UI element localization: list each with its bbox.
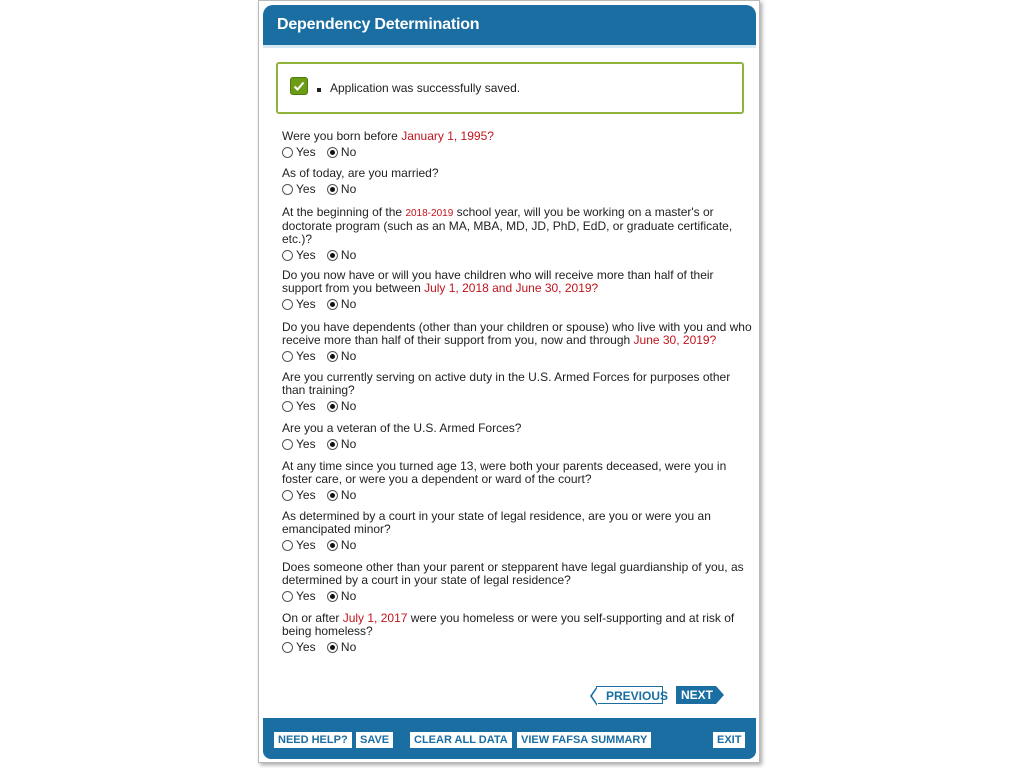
question-children: [282, 269, 752, 312]
option-label: Yes: [296, 248, 316, 262]
question-date-highlight: July 1, 2018 and June 30, 2019?: [424, 281, 599, 295]
bullet-icon: [317, 88, 321, 92]
view-fafsa-summary-button[interactable]: VIEW FAFSA SUMMARY: [517, 732, 651, 748]
question-date-highlight: June 30, 2019?: [633, 333, 717, 347]
radio-yes[interactable]: [282, 299, 293, 310]
radio-yes[interactable]: [282, 401, 293, 412]
radio-no[interactable]: [327, 184, 338, 195]
option-label: No: [340, 538, 357, 552]
radio-yes[interactable]: [282, 591, 293, 602]
option-yes[interactable]: [282, 249, 316, 262]
radio-no[interactable]: [327, 401, 338, 412]
option-no[interactable]: [327, 539, 356, 552]
option-label: No: [340, 640, 357, 654]
option-label: Yes: [296, 589, 316, 603]
question-born-before: [282, 130, 752, 160]
option-label: Yes: [296, 538, 316, 552]
header-divider: [263, 45, 756, 48]
question-veteran: [282, 422, 752, 452]
success-alert: [276, 62, 744, 114]
question-text: [282, 130, 752, 143]
question-text-part: On or after: [282, 611, 343, 625]
question-date-highlight: January 1, 1995?: [401, 129, 494, 143]
question-text-part: Do you have dependents (other than your children or spouse) who live with you and who receive more than half of their support from you, now and through: [282, 320, 752, 347]
question-legal-guardianship: [282, 561, 752, 604]
radio-no[interactable]: [327, 147, 338, 158]
question-text-part: Were you born before: [282, 129, 402, 143]
question-emancipated-minor: [282, 510, 752, 553]
radio-no[interactable]: [327, 351, 338, 362]
option-label: No: [340, 589, 357, 603]
option-label: Yes: [296, 488, 316, 502]
question-dependents: [282, 321, 752, 364]
clear-all-data-button[interactable]: CLEAR ALL DATA: [410, 732, 512, 748]
question-text: [282, 269, 752, 295]
question-text-part: school year, will you be working on a master's or doctorate program (such as an MA, MBA, MD, JD, PhD, EdD, or graduate certificate, etc.)?: [282, 205, 733, 246]
answer-options: [282, 590, 752, 604]
save-button[interactable]: SAVE: [356, 732, 393, 748]
footer-toolbar: [263, 718, 756, 759]
option-yes[interactable]: [282, 489, 316, 502]
radio-yes[interactable]: [282, 250, 293, 261]
checkmark-icon: [290, 77, 308, 95]
option-label: Yes: [296, 399, 316, 413]
dependency-panel: [258, 0, 760, 763]
answer-options: [282, 641, 752, 655]
option-no[interactable]: [327, 146, 356, 159]
option-label: No: [340, 437, 357, 451]
question-text: [282, 612, 752, 638]
question-active-duty: [282, 371, 752, 414]
option-label: No: [340, 145, 357, 159]
need-help-button[interactable]: NEED HELP?: [274, 732, 352, 748]
option-yes[interactable]: [282, 400, 316, 413]
answer-options: [282, 400, 752, 414]
question-text: [282, 206, 752, 246]
question-text: As of today, are you married?: [282, 166, 439, 180]
option-no[interactable]: [327, 298, 356, 311]
radio-no[interactable]: [327, 299, 338, 310]
answer-options: [282, 350, 752, 364]
question-year-highlight: 2018-2019: [405, 208, 454, 219]
previous-button[interactable]: PREVIOUS: [596, 686, 663, 704]
question-text: Does someone other than your parent or stepparent have legal guardianship of you, as determined by a court in your state of legal residence?: [282, 560, 744, 587]
option-label: Yes: [296, 145, 316, 159]
answer-options: [282, 146, 752, 160]
option-no[interactable]: [327, 438, 356, 451]
option-yes[interactable]: [282, 146, 316, 159]
option-no[interactable]: [327, 183, 356, 196]
question-parents-deceased: [282, 460, 752, 503]
radio-yes[interactable]: [282, 642, 293, 653]
option-no[interactable]: [327, 400, 356, 413]
answer-options: [282, 249, 752, 263]
answer-options: [282, 438, 752, 452]
option-no[interactable]: [327, 249, 356, 262]
radio-no[interactable]: [327, 642, 338, 653]
option-label: No: [340, 349, 357, 363]
radio-yes[interactable]: [282, 147, 293, 158]
exit-button[interactable]: EXIT: [713, 732, 745, 748]
option-label: Yes: [296, 297, 316, 311]
option-no[interactable]: [327, 590, 356, 603]
question-text: As determined by a court in your state of legal residence, are you or were you an emancipated minor?: [282, 509, 711, 536]
radio-no[interactable]: [327, 439, 338, 450]
radio-no[interactable]: [327, 250, 338, 261]
option-label: No: [340, 488, 357, 502]
page-title: Dependency Determination: [277, 16, 480, 33]
option-yes[interactable]: [282, 641, 316, 654]
question-text: [282, 321, 752, 347]
question-text-part: were you homeless or were you self-supporting and at risk of being homeless?: [282, 611, 735, 638]
alert-message: Application was successfully saved.: [330, 81, 521, 95]
question-date-highlight: July 1, 2017: [342, 611, 408, 625]
question-graduate-program: [282, 206, 752, 263]
option-no[interactable]: [327, 489, 356, 502]
radio-no[interactable]: [327, 540, 338, 551]
option-no[interactable]: [327, 350, 356, 363]
question-text: At any time since you turned age 13, were both your parents deceased, were you in foster care, or were you a dependent or ward of the court?: [282, 459, 727, 486]
answer-options: [282, 489, 752, 503]
page-header: [263, 5, 756, 45]
option-yes[interactable]: [282, 350, 316, 363]
radio-yes[interactable]: [282, 351, 293, 362]
next-button[interactable]: NEXT: [676, 686, 716, 704]
option-label: No: [340, 182, 357, 196]
option-label: No: [340, 297, 357, 311]
question-text: Are you currently serving on active duty in the U.S. Armed Forces for purposes other than training?: [282, 370, 731, 397]
option-label: Yes: [296, 640, 316, 654]
option-label: No: [340, 399, 357, 413]
question-text-part: Do you now have or will you have children who will receive more than half of their support from you between: [282, 268, 714, 295]
question-homeless: [282, 612, 752, 655]
radio-yes[interactable]: [282, 490, 293, 501]
answer-options: [282, 298, 752, 312]
radio-no[interactable]: [327, 490, 338, 501]
option-yes[interactable]: [282, 298, 316, 311]
option-yes[interactable]: [282, 539, 316, 552]
option-label: Yes: [296, 182, 316, 196]
question-text: Are you a veteran of the U.S. Armed Forces?: [282, 421, 522, 435]
option-no[interactable]: [327, 641, 356, 654]
option-yes[interactable]: [282, 183, 316, 196]
option-label: No: [340, 248, 357, 262]
answer-options: [282, 183, 752, 197]
question-married: [282, 167, 752, 197]
option-label: Yes: [296, 349, 316, 363]
option-yes[interactable]: [282, 590, 316, 603]
radio-yes[interactable]: [282, 184, 293, 195]
option-label: Yes: [296, 437, 316, 451]
option-yes[interactable]: [282, 438, 316, 451]
answer-options: [282, 539, 752, 553]
radio-yes[interactable]: [282, 439, 293, 450]
question-text-part: At the beginning of the: [282, 205, 406, 219]
radio-no[interactable]: [327, 591, 338, 602]
radio-yes[interactable]: [282, 540, 293, 551]
